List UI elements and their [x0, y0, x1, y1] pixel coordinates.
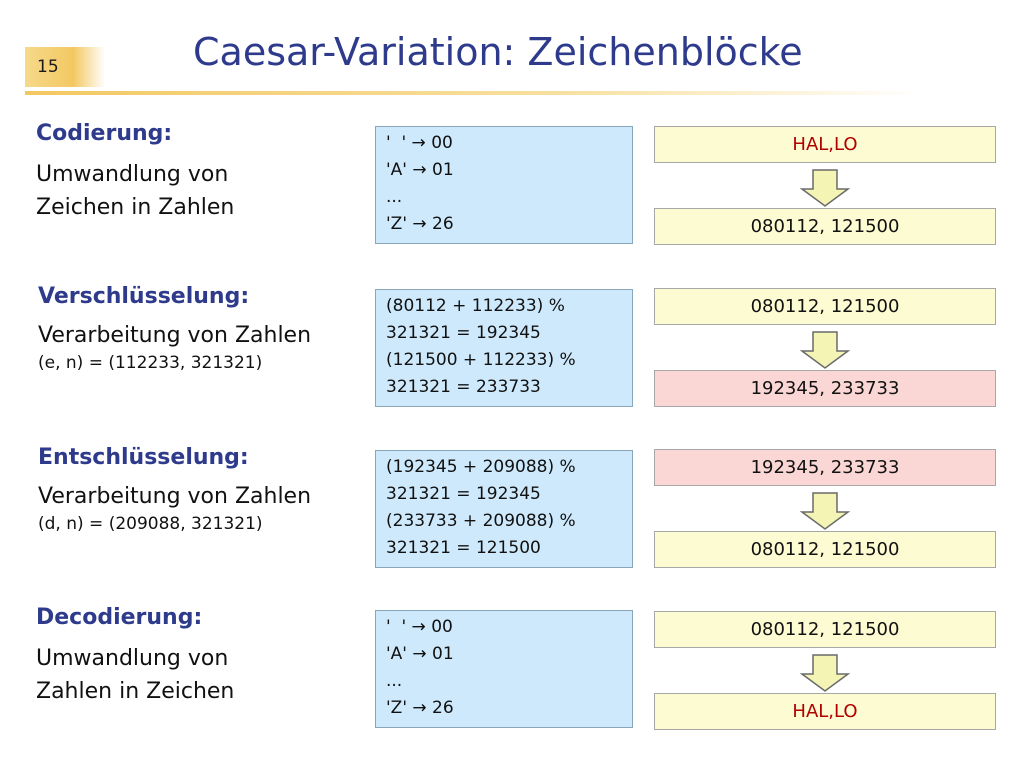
output-value-box: 192345, 233733: [654, 370, 996, 407]
section-heading: Entschlüsselung:: [38, 445, 249, 470]
description-line: Verarbeitung von Zahlen: [38, 484, 312, 509]
section-heading: Codierung:: [36, 121, 173, 146]
table-line: 321321 = 192345: [386, 323, 541, 343]
table-line: (121500 + 112233) %: [386, 350, 576, 370]
table-line: ' ' → 00: [386, 133, 453, 153]
input-value-box: HAL,LO: [654, 126, 996, 163]
down-arrow-icon: [800, 492, 850, 530]
mapping-table-box: [375, 126, 633, 244]
output-value-box: 080112, 121500: [654, 208, 996, 245]
input-value-box: 080112, 121500: [654, 288, 996, 325]
section-heading: Decodierung:: [36, 605, 203, 630]
mapping-table-box: [375, 610, 633, 728]
section-decodierung: [36, 605, 234, 708]
table-line: 'Z' → 26: [386, 698, 454, 718]
description-line: Umwandlung von: [36, 162, 229, 187]
table-line: 321321 = 121500: [386, 538, 541, 558]
slide-title: Caesar-Variation: Zeichenblöcke: [193, 30, 803, 74]
down-arrow-icon: [800, 331, 850, 369]
description-line: Umwandlung von: [36, 646, 229, 671]
section-description: [38, 480, 311, 513]
table-line: 'Z' → 26: [386, 214, 454, 234]
section-verschluesselung: [38, 284, 311, 374]
output-value-box: 080112, 121500: [654, 531, 996, 568]
slide-number: 15: [25, 47, 105, 87]
description-line: Zeichen in Zahlen: [36, 195, 235, 220]
section-codierung: [36, 121, 234, 224]
table-line: (192345 + 209088) %: [386, 457, 576, 477]
input-value-box: 192345, 233733: [654, 449, 996, 486]
table-line: ...: [386, 671, 403, 691]
table-line: (80112 + 112233) %: [386, 296, 565, 316]
section-description: [36, 158, 234, 224]
section-description: [36, 642, 234, 708]
down-arrow-icon: [800, 654, 850, 692]
section-description: [38, 319, 311, 352]
key-pair: (e, n) = (112233, 321321): [38, 353, 263, 373]
section-heading: Verschlüsselung:: [38, 284, 250, 309]
table-line: 321321 = 233733: [386, 377, 541, 397]
description-line: Verarbeitung von Zahlen: [38, 323, 312, 348]
description-line: Zahlen in Zeichen: [36, 679, 235, 704]
section-entschluesselung: [38, 445, 311, 535]
table-line: ' ' → 00: [386, 617, 453, 637]
table-line: 321321 = 192345: [386, 484, 541, 504]
table-line: (233733 + 209088) %: [386, 511, 576, 531]
key-pair: (d, n) = (209088, 321321): [38, 514, 263, 534]
table-line: 'A' → 01: [386, 644, 454, 664]
output-value-box: HAL,LO: [654, 693, 996, 730]
table-line: 'A' → 01: [386, 160, 454, 180]
table-line: ...: [386, 187, 403, 207]
input-value-box: 080112, 121500: [654, 611, 996, 648]
title-divider: [25, 91, 925, 95]
computation-box: [375, 289, 633, 407]
down-arrow-icon: [800, 169, 850, 207]
computation-box: [375, 450, 633, 568]
